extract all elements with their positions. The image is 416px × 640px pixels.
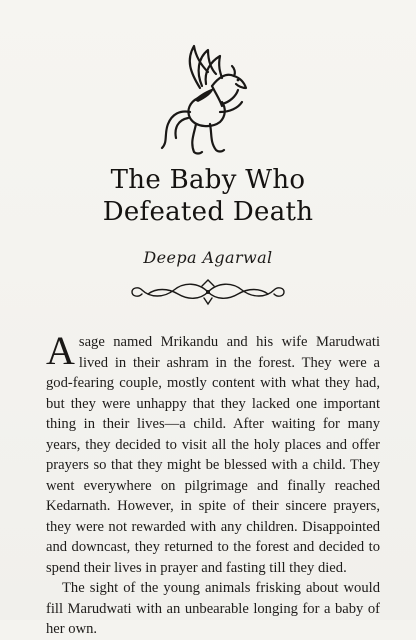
scroll-ornament-icon (128, 278, 288, 306)
story-text (46, 328, 380, 640)
paragraph-1 (46, 328, 380, 578)
chapter-title-line-1: The Baby Who (110, 165, 306, 195)
chapter-title-line-2: Defeated Death (102, 197, 314, 227)
author-name: Deepa Agarwal (143, 248, 273, 267)
paragraph-1-text: sage named Mrikandu and his wife Marudwati lived in their ashram in the forest. They were a god-fearing couple, mostly content with what they had, but they were unhappy that they lacked one important thing in their lives—a child. After waiting for many years, they decided to visit all the holy places and offer prayers so that they might be blessed with a child. They went everywhere on pilgrimage and finally reached Kedarnath. However, in spite of their sincere prayers, they were not rewarded with any children. Disappointed and downcast, they returned to the forest and decided to spend their lives in prayer and fasting till they died. (46, 334, 380, 576)
paragraph-2: The sight of the young animals frisking about would fill Marudwati with an unbearable longing for a baby of her own. (46, 580, 380, 637)
winged-horse-icon (150, 42, 262, 162)
drop-cap: A (46, 328, 75, 373)
